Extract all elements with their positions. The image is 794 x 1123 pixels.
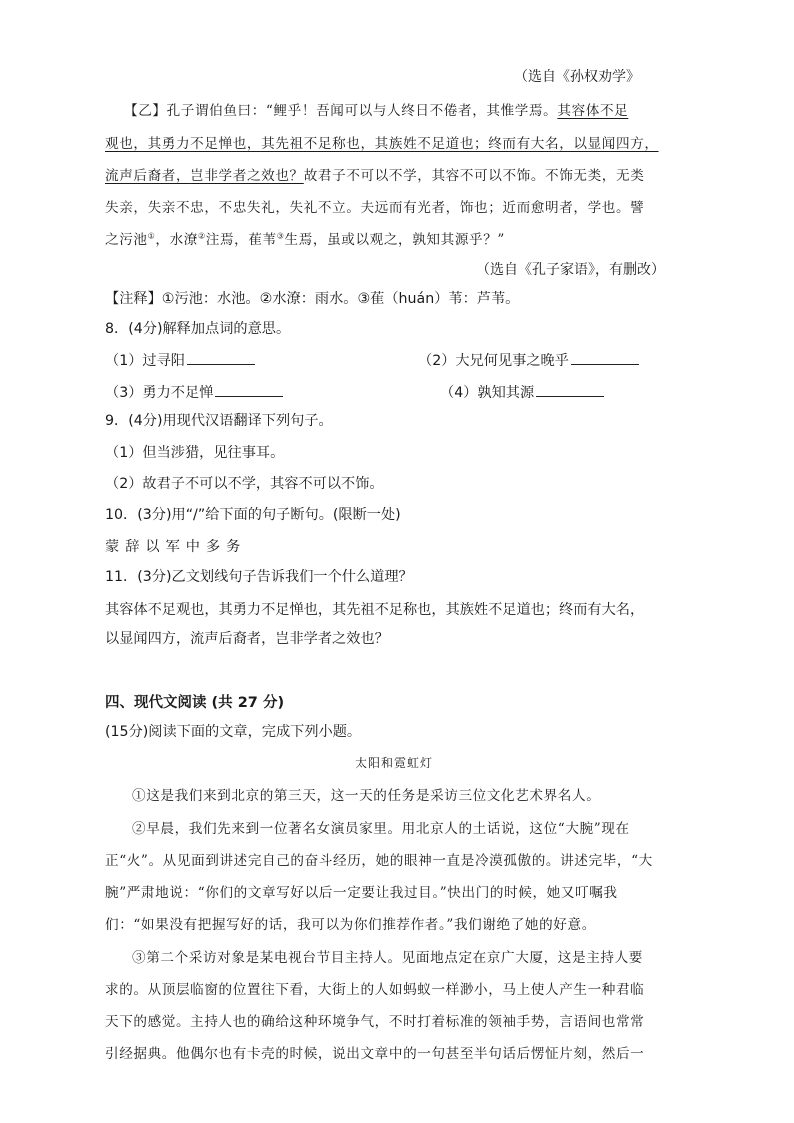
question-8-item-1 (105, 350, 255, 370)
question-11-title: 11．(3分)乙文划线句子告诉我们一个什么道理？ (105, 569, 413, 585)
passage-yi-line-1 (124, 99, 628, 119)
passage-text: 生焉，虽或以观之，孰知其源乎？” (284, 232, 505, 248)
item-text: （2）大兄何见事之晚乎 (418, 353, 569, 369)
answer-blank[interactable] (187, 352, 255, 365)
underlined-text: 其容体不足 (557, 103, 629, 119)
article-paragraph-3-line-3: 天下的感觉。主持人也的确给这种环境争气，不时打着标准的领袖手势，言语间也常常 (105, 1014, 645, 1030)
article-title: 太阳和霓虹灯 (355, 756, 434, 770)
footnote-marker: ② (197, 231, 206, 241)
passage-text: 【乙】孔子谓伯鱼曰：“鲤乎！吾闻可以与人终日不倦者，其惟学焉。 (124, 103, 558, 119)
article-paragraph-3-line-1: ③第二个采访对象是某电视台节目主持人。见面地点定在京广大厦，这是主持人要 (132, 950, 643, 966)
article-paragraph-2-line-3: 腕”严肃地说：“你们的文章写好以后一定要让我过目。”快出门的时候，她又叮嘱我 (105, 885, 618, 901)
question-9-item-1: （1）但当涉猎，见往事耳。 (105, 445, 285, 461)
source-citation-1: （选自《孙权劝学》 (514, 69, 640, 85)
underlined-text: 岂非学者之效也？ (190, 168, 304, 184)
article-paragraph-2-line-2: 正“火”。从见面到讲述完自己的奋斗经历，她的眼神一直是冷漠孤傲的。讲述完毕，“大 (105, 853, 653, 869)
question-10-title: 10．(3分)用“/”给下面的句子断句。(限断一处) (105, 507, 401, 523)
answer-blank[interactable] (571, 352, 639, 365)
source-citation-2: （选自《孔子家语》，有删改） (476, 262, 665, 278)
question-9-item-2: （2）故君子不可以不学，其容不可以不饰。 (105, 476, 384, 492)
section-4-heading: 四、现代文阅读 (共 27 分) (105, 695, 285, 711)
underlined-text: 流声后裔者， (105, 168, 191, 184)
passage-yi-line-2 (105, 132, 659, 152)
article-paragraph-3-line-4: 引经据典。他偶尔也有卡壳的时候，说出文章中的一句甚至半句话后愣怔片刻，然后一 (105, 1046, 645, 1062)
question-10-sentence: 蒙辞以军中多务 (105, 539, 247, 555)
answer-blank[interactable] (536, 384, 604, 397)
section-4-intro: (15分)阅读下面的文章，完成下列小题。 (105, 724, 362, 740)
question-8-item-2 (418, 350, 639, 370)
question-8-item-3 (105, 382, 283, 402)
question-11-line-2: 以显闻四方，流声后裔者，岂非学者之效也？ (105, 631, 389, 647)
footnote-marker: ① (147, 231, 156, 241)
passage-text: 故君子不可以不学，其容不可以不饰。不饰无类，无类 (303, 168, 645, 184)
passage-yi-line-4: 失亲，失亲不忠，不忠失礼，失礼不立。夫远而有光者，饰也；近而愈明者，学也。譬 (105, 200, 645, 216)
passage-text: ，水潦 (155, 232, 198, 248)
article-paragraph-1: ①这是我们来到北京的第三天，这一天的任务是采访三位文化艺术界名人。 (132, 788, 601, 804)
question-8-title: 8．(4分)解释加点词的意思。 (105, 321, 291, 337)
footnote-marker: ③ (276, 231, 285, 241)
question-8-item-4 (440, 382, 604, 402)
underlined-text: 观也，其勇力不足惮也，其先祖不足称也，其族姓不足道也；终而有大名，以显闻四方， (105, 136, 659, 152)
article-paragraph-3-line-2: 求的。从顶层临窗的位置往下看，大街上的人如蚂蚁一样渺小，马上使人产生一种君临 (105, 982, 645, 998)
item-text: （3）勇力不足惮 (105, 385, 214, 401)
article-paragraph-2-line-4: 们：“如果没有把握写好的话，我可以为你们推荐作者。”我们谢绝了她的好意。 (105, 917, 596, 933)
passage-yi-line-5 (105, 228, 505, 248)
passage-yi-line-3 (105, 164, 644, 184)
annotation-notes: 【注释】①污池：水池。②水潦：雨水。③萑（huán）苇：芦苇。 (105, 291, 520, 307)
passage-text: 之污池 (105, 232, 148, 248)
article-paragraph-2-line-1: ②早晨，我们先来到一位著名女演员家里。用北京人的土话说，这位“大腕”现在 (132, 821, 630, 837)
item-text: （1）过寻阳 (105, 353, 185, 369)
question-11-line-1: 其容体不足观也，其勇力不足惮也，其先祖不足称也，其族姓不足道也；终而有大名， (105, 602, 645, 618)
item-text: （4）孰知其源 (440, 385, 535, 401)
passage-text: 注焉，萑苇 (205, 232, 277, 248)
answer-blank[interactable] (215, 384, 283, 397)
question-9-title: 9．(4分)用现代汉语翻译下列句子。 (105, 413, 333, 429)
